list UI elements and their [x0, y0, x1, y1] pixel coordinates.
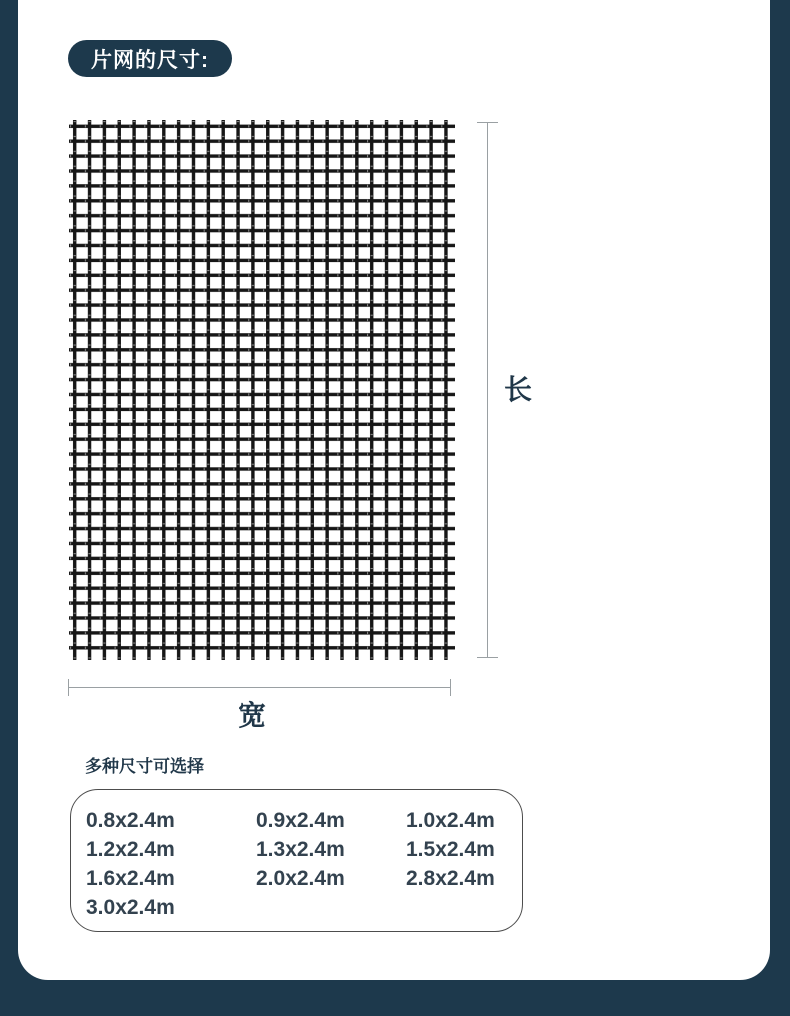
size-option: 2.8x2.4m — [406, 866, 495, 890]
section-title-badge — [68, 40, 232, 77]
size-option: 1.6x2.4m — [86, 866, 175, 890]
size-option: 1.3x2.4m — [256, 837, 345, 861]
size-option: 0.9x2.4m — [256, 808, 345, 832]
length-label: 长 — [504, 374, 533, 405]
size-option: 1.2x2.4m — [86, 837, 175, 861]
sizes-box — [70, 789, 523, 932]
length-dimension-cap-top — [477, 122, 498, 123]
size-option: 1.0x2.4m — [406, 808, 495, 832]
width-dimension-line — [68, 687, 451, 688]
wire-mesh-image — [69, 120, 455, 660]
length-dimension-line — [487, 122, 488, 658]
size-option: 1.5x2.4m — [406, 837, 495, 861]
sizes-heading: 多种尺寸可选择 — [85, 757, 204, 776]
width-dimension-tick-left — [68, 679, 69, 696]
size-option: 3.0x2.4m — [86, 895, 175, 919]
section-title: 片网的尺寸: — [91, 48, 209, 72]
length-dimension-cap-bottom — [477, 657, 498, 658]
size-option: 2.0x2.4m — [256, 866, 345, 890]
size-option: 0.8x2.4m — [86, 808, 175, 832]
width-label: 宽 — [238, 700, 267, 731]
width-dimension-tick-right — [450, 679, 451, 696]
